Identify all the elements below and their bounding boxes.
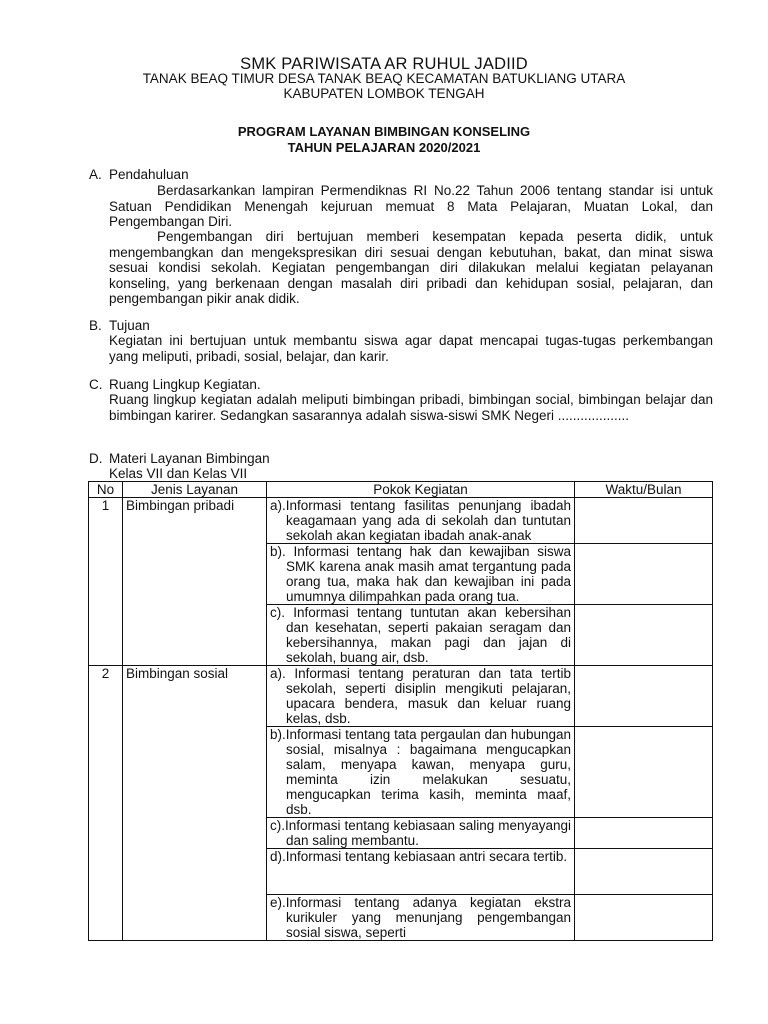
activity-cell (267, 895, 575, 941)
time-cell (575, 895, 713, 941)
activity-cell (267, 498, 575, 544)
activity-cell (267, 666, 575, 727)
activity-text: b).Informasi tentang tata pergaulan dan hubungan sosial, misalnya : bagaimana mengucapkan salam, menyapa kawan, menyapa guru, meminta izin melakukan sesuatu, mengucapkan terima kasih, meminta maaf, dsb. (270, 727, 571, 817)
service-type: Bimbingan sosial (123, 666, 267, 941)
section-b-paragraph: Kegiatan ini bertujuan untuk membantu siswa agar dapat mencapai tugas-tugas perkembangan yang meliputi, pribadi, sosial, belajar, dan karir. (109, 333, 713, 364)
table-row (89, 666, 713, 727)
school-address-line1: TANAK BEAQ TIMUR DESA TANAK BEAQ KECAMATAN BATUKLIANG UTARA (142, 71, 626, 86)
section-a-paragraph-2: Pengembangan diri bertujuan memberi kesempatan kepada peserta didik, untuk mengembangkan dan mengekspresikan diri sesuai dengan kebutuhan, bakat, dan minat siswa sesuai kondisi sekolah. Kegiatan pengembangan diri dilakukan melalui kegiatan pelayanan konseling, yang berkenaan dengan masalah diri pribadi dan kehidupan sosial, pelajaran, dan pengembangan pikir anak didik. (109, 229, 713, 306)
section-d-letter: D. (89, 451, 103, 466)
service-type: Bimbingan pribadi (123, 498, 267, 666)
section-a-paragraph-1: Berdasarkankan lampiran Permendiknas RI No.22 Tahun 2006 tentang standar isi untuk Satuan Pendidikan Menengah kejuruan memuat 8 Mata Pelajaran, Muatan Lokal, dan Pengembangan Diri. (109, 183, 713, 229)
activity-cell (267, 818, 575, 849)
section-c-paragraph: Ruang lingkup kegiatan adalah meliputi bimbingan pribadi, bimbingan social, bimbingan belajar dan bimbingan karirer. Sedangkan sasarannya adalah siswa-siswi SMK Negeri ................... (109, 392, 713, 423)
activity-text: a).Informasi tentang fasilitas penunjang ibadah keagamaan yang ada di sekolah dan tuntutan sekolah akan kegiatan ibadah anak-anak (270, 498, 571, 543)
materi-layanan-table (88, 481, 713, 941)
time-cell (575, 666, 713, 727)
activity-text: c). Informasi tentang tuntutan akan kebersihan dan kesehatan, seperti pakaian seragam dan kebersihannya, makan pagi dan jajan di sekolah, buang air, dsb. (270, 605, 571, 665)
activity-cell (267, 544, 575, 605)
section-d-class-label: Kelas VII dan Kelas VII (109, 466, 248, 481)
activity-text: a). Informasi tentang peraturan dan tata tertib sekolah, seperti disiplin mengikuti pelajaran, upacara bendera, masuk dan keluar ruang kelas, dsb. (270, 666, 571, 726)
school-address-line2: KABUPATEN LOMBOK TENGAH (283, 86, 485, 101)
section-d-heading (89, 451, 270, 466)
time-cell (575, 544, 713, 605)
section-a-heading (89, 167, 189, 182)
document-subtitle: TAHUN PELAJARAN 2020/2021 (287, 140, 481, 155)
row-number: 1 (89, 498, 123, 666)
header-waktu-bulan: Waktu/Bulan (575, 482, 713, 498)
header-jenis-layanan: Jenis Layanan (123, 482, 267, 498)
section-b-letter: B. (89, 318, 102, 333)
section-a-title: Pendahuluan (109, 167, 189, 182)
activity-text: d).Informasi tentang kebiasaan antri secara tertib. (270, 849, 568, 864)
table-header-row (89, 482, 713, 498)
section-a-letter: A. (89, 167, 102, 182)
row-number: 2 (89, 666, 123, 941)
section-c-letter: C. (89, 377, 103, 392)
time-cell (575, 849, 713, 895)
time-cell (575, 727, 713, 818)
activity-cell (267, 727, 575, 818)
header-no: No (89, 482, 123, 498)
section-c-heading (89, 377, 261, 392)
activity-text: e).Informasi tentang adanya kegiatan ekstra kurikuler yang menunjang pengembangan sosial siswa, seperti (270, 895, 571, 940)
time-cell (575, 498, 713, 544)
section-b-heading (89, 318, 150, 333)
header-pokok-kegiatan: Pokok Kegiatan (267, 482, 575, 498)
activity-text: b). Informasi tentang hak dan kewajiban siswa SMK karena anak masih amat tergantung pada orang tua, maka hak dan kewajiban ini pada umumnya dilimpahkan pada orang tua. (270, 544, 571, 604)
time-cell (575, 605, 713, 666)
table-row (89, 498, 713, 544)
activity-cell (267, 605, 575, 666)
section-c-title: Ruang Lingkup Kegiatan. (109, 377, 261, 392)
section-d-title: Materi Layanan Bimbingan (109, 451, 270, 466)
time-cell (575, 818, 713, 849)
document-title: PROGRAM LAYANAN BIMBINGAN KONSELING (237, 124, 531, 139)
section-b-title: Tujuan (109, 318, 150, 333)
school-name: SMK PARIWISATA AR RUHUL JADIID (240, 55, 528, 73)
activity-cell (267, 849, 575, 895)
activity-text: c).Informasi tentang kebiasaan saling menyayangi dan saling membantu. (270, 818, 571, 848)
